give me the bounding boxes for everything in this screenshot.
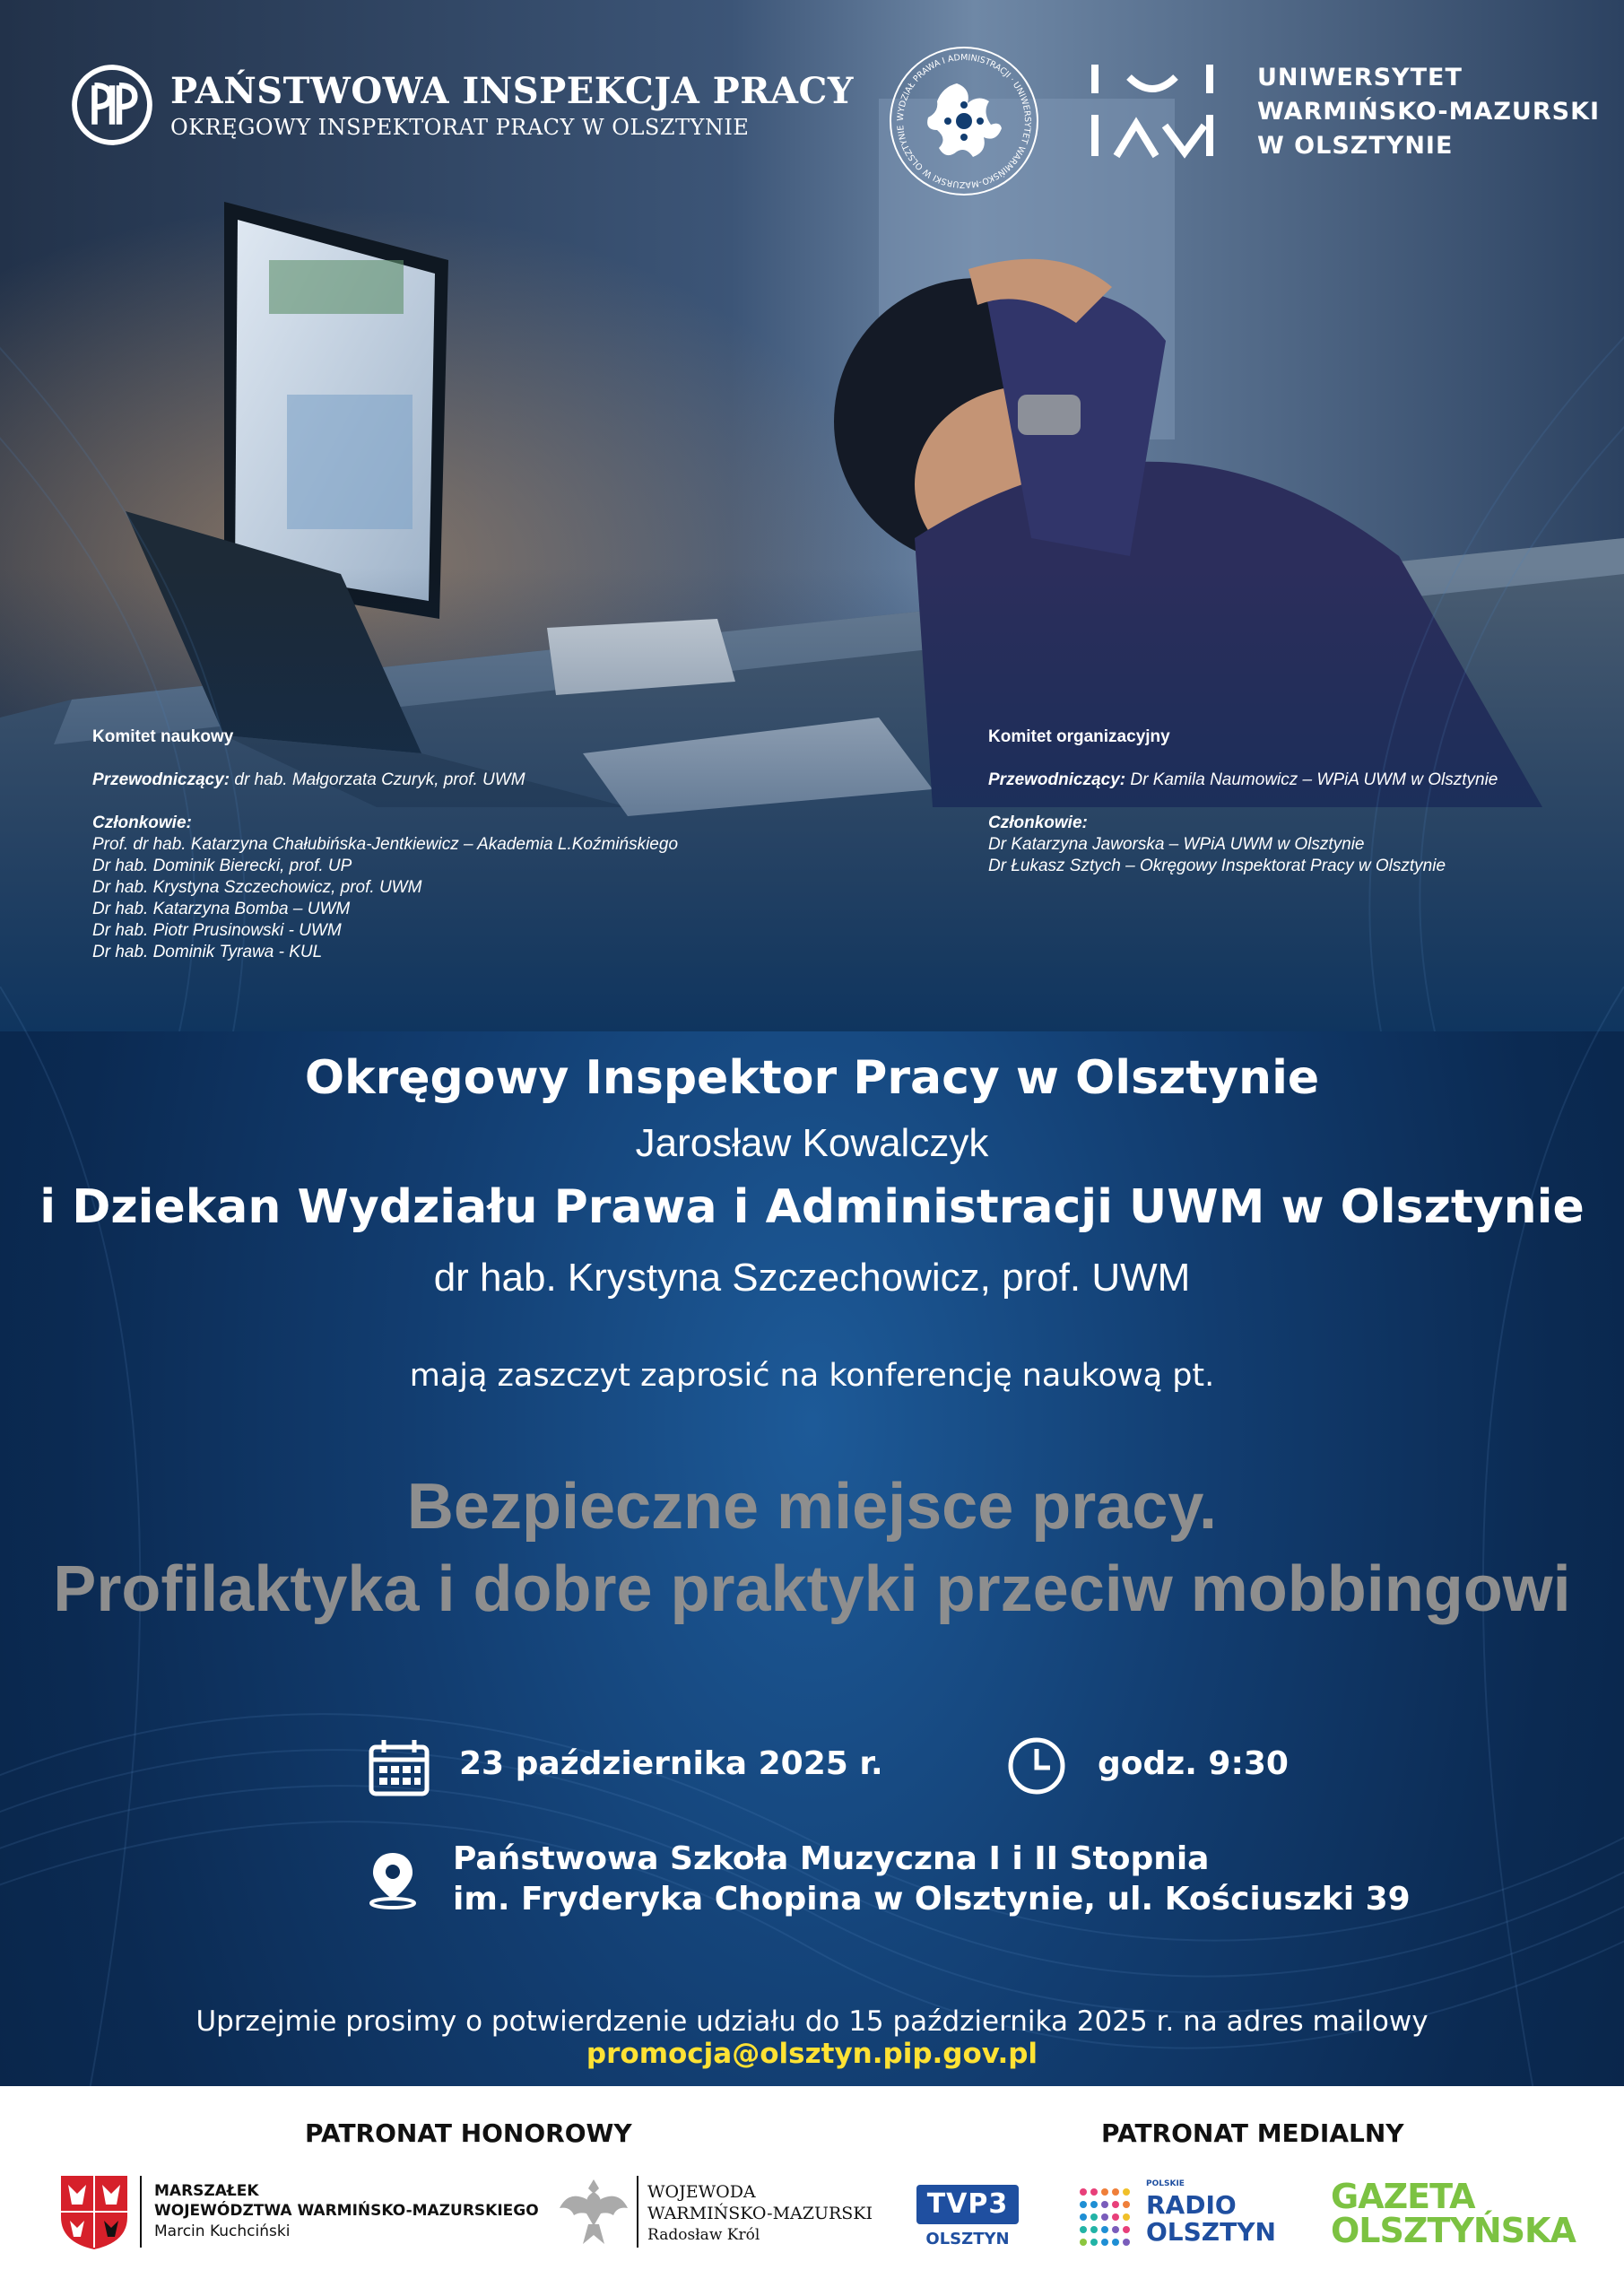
radio-dots-icon <box>1078 2187 1135 2248</box>
organizing-committee <box>988 726 1616 877</box>
inspector-name: Jarosław Kowalczyk <box>635 1121 989 1165</box>
venue-line-2: im. Fryderyka Chopina w Olsztynie, ul. Kościuszki 39 <box>453 1881 1411 1918</box>
seal-text: WYDZIAŁ PRAWA I ADMINISTRACJI · UNIWERSYTET WARMIŃSKO-MAZURSKI W OLSZTYNIE <box>895 52 1033 190</box>
scientific-committee-heading: Komitet naukowy <box>92 727 234 746</box>
uwm-line-3: W OLSZTYNIE <box>1257 132 1454 160</box>
marshal-crest-icon <box>57 2172 131 2251</box>
rsvp-email-link[interactable]: promocja@olsztyn.pip.gov.pl <box>586 2038 1038 2070</box>
footer <box>0 2086 1624 2296</box>
tvp3-city: OLSZTYN <box>925 2230 1010 2248</box>
dean-title: i Dziekan Wydziału Prawa i Administracji UWM w Olsztynie <box>39 1180 1585 1234</box>
gazeta-line-1: GAZETA <box>1331 2177 1475 2216</box>
organizing-member: Dr Katarzyna Jaworska – WPiA UWM w Olsztynie <box>988 835 1365 854</box>
voivode-eagle-icon <box>556 2172 631 2251</box>
pip-title: PAŃSTWOWA INSPEKCJA PRACY <box>170 70 854 112</box>
scientific-members-label: Członkowie: <box>92 813 192 832</box>
uwm-line-1: UNIWERSYTET <box>1257 64 1463 91</box>
scientific-chair-label: Przewodniczący: <box>92 770 230 789</box>
calendar-icon <box>368 1738 430 1797</box>
organizing-chair-label: Przewodniczący: <box>988 770 1126 789</box>
gazeta-line-2: OLSZTYŃSKA <box>1331 2211 1576 2250</box>
marshal-line-1: MARSZAŁEK <box>154 2182 259 2200</box>
voivode-line-1: WOJEWODA <box>647 2182 756 2202</box>
pip-subtitle: OKRĘGOWY INSPEKTORAT PRACY W OLSZTYNIE <box>170 115 750 140</box>
organizing-chair-name: Dr Kamila Naumowicz – WPiA UWM w Olsztynie <box>1125 770 1498 789</box>
organizing-committee-heading: Komitet organizacyjny <box>988 727 1170 746</box>
clock-icon <box>1007 1736 1066 1796</box>
event-time: godz. 9:30 <box>1098 1745 1289 1782</box>
media-patronage-heading: PATRONAT MEDIALNY <box>1101 2118 1404 2148</box>
scientific-member: Dr hab. Katarzyna Bomba – UWM <box>92 900 351 918</box>
invitation-text: mają zaszczyt zaprosić na konferencję naukową pt. <box>409 1358 1215 1394</box>
uwm-logo-icon <box>1090 59 1215 160</box>
dean-name: dr hab. Krystyna Szczechowicz, prof. UWM <box>433 1256 1191 1300</box>
marshal-line-2: WOJEWÓDZTWA WARMIŃSKO-MAZURSKIEGO <box>154 2202 539 2220</box>
faculty-seal-icon <box>888 45 1040 197</box>
rsvp-text <box>0 2005 1624 2070</box>
scientific-committee <box>92 726 899 963</box>
scientific-member: Dr hab. Dominik Tyrawa - KUL <box>92 943 323 961</box>
rsvp-message: Uprzejmie prosimy o potwierdzenie udziału do 15 października 2025 r. na adres mailowy <box>195 2005 1429 2038</box>
conference-title-line-2: Profilaktyka i dobre praktyki przeciw mobbingowi <box>53 1553 1571 1625</box>
inspector-title: Okręgowy Inspektor Pracy w Olsztynie <box>304 1051 1320 1105</box>
location-pin-icon <box>366 1849 420 1910</box>
marshal-name: Marcin Kuchciński <box>154 2222 291 2240</box>
radio-small-label: POLSKIE <box>1146 2179 1185 2188</box>
voivode-line-2: WARMIŃSKO-MAZURSKI <box>647 2204 873 2223</box>
tvp3-logo <box>916 2185 1019 2224</box>
scientific-member: Prof. dr hab. Katarzyna Chałubińska-Jentkiewicz – Akademia L.Koźmińskiego <box>92 835 679 854</box>
uwm-name <box>1257 61 1600 163</box>
organizing-members-label: Członkowie: <box>988 813 1088 832</box>
scientific-chair-name: dr hab. Małgorzata Czuryk, prof. UWM <box>230 770 525 789</box>
voivode-name: Radosław Król <box>647 2226 760 2244</box>
organizing-member: Dr Łukasz Sztych – Okręgowy Inspektorat Pracy w Olsztynie <box>988 857 1446 875</box>
conference-title-line-1: Bezpieczne miejsce pracy. <box>406 1471 1218 1543</box>
event-date: 23 października 2025 r. <box>459 1745 883 1782</box>
scientific-member: Dr hab. Piotr Prusinowski - UWM <box>92 921 342 940</box>
uwm-line-2: WARMIŃSKO-MAZURSKI <box>1257 98 1601 126</box>
scientific-member: Dr hab. Krystyna Szczechowicz, prof. UWM <box>92 878 422 897</box>
pip-logo-icon <box>70 63 154 147</box>
venue-line-1: Państwowa Szkoła Muzyczna I i II Stopnia <box>453 1840 1210 1877</box>
radio-line-1: RADIO <box>1146 2190 1237 2220</box>
tvp3-text: TVP3 <box>926 2188 1009 2220</box>
scientific-member: Dr hab. Dominik Bierecki, prof. UP <box>92 857 352 875</box>
radio-line-2: OLSZTYN <box>1146 2217 1276 2247</box>
honorary-patronage-heading: PATRONAT HONOROWY <box>305 2118 632 2148</box>
